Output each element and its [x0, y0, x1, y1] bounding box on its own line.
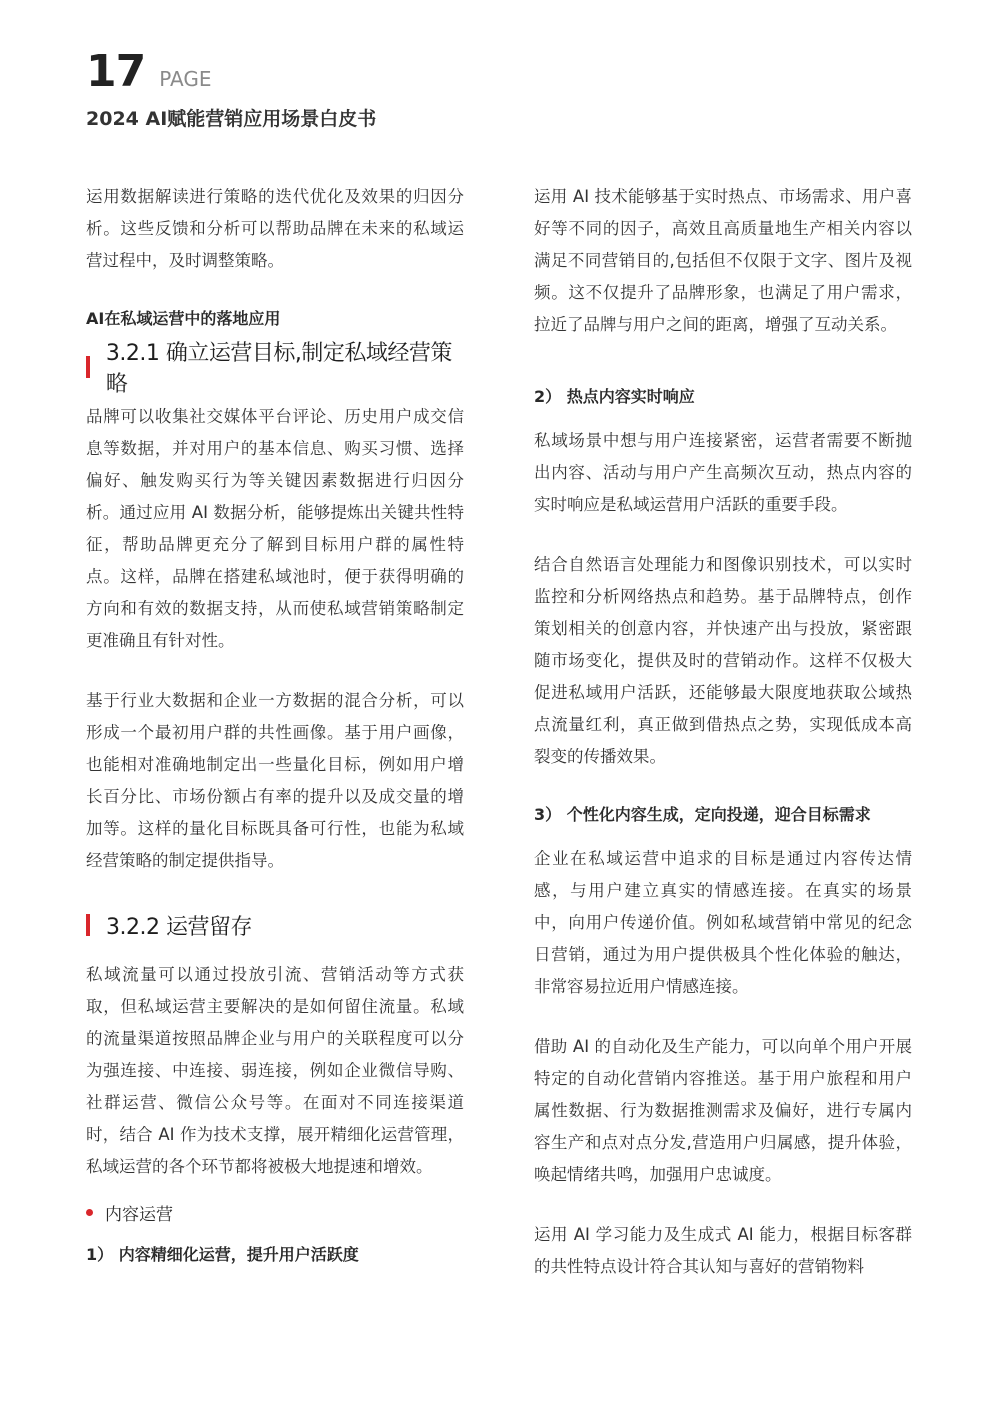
paragraph: 结合自然语言处理能力和图像识别技术，可以实时监控和分析网络热点和趋势。基于品牌特点，创作策划相关的创意内容，并快速产出与投放，紧密跟随市场变化，提供及时的营销动作。这样不仅极大促进私域用户活跃，还能够最大限度地获取公域热点流量红利，真正做到借热点之势，实现低成本高裂变的传播效果。	[534, 555, 912, 766]
section-bar-icon	[86, 356, 90, 378]
left-column	[86, 181, 464, 1269]
numbered-heading: 3） 个性化内容生成，定向投递，迎合目标需求	[534, 805, 871, 824]
paragraph: 私域流量可以通过投放引流、营销活动等方式获取，但私域运营主要解决的是如何留住流量。私域的流量渠道按照品牌企业与用户的关联程度可以分为强连接、中连接、弱连接，例如企业微信导购、社群运营、微信公众号等。在面对不同连接渠道时，结合 AI 作为技术支撑，展开精细化运营管理，私域运营的各个环节都将被极大地提速和增效。	[86, 965, 464, 1176]
paragraph: 运用 AI 技术能够基于实时热点、市场需求、用户喜好等不同的因子，高效且高质量地生产相关内容以满足不同营销目的,包括但不仅限于文字、图片及视频。这不仅提升了品牌形象，也满足了用户需求，拉近了品牌与用户之间的距离，增强了互动关系。	[534, 187, 912, 334]
paragraph: 私域场景中想与用户连接紧密，运营者需要不断抛出内容、活动与用户产生高频次互动，热点内容的实时响应是私域运营用户活跃的重要手段。	[534, 431, 912, 514]
document-title: 2024 AI赋能营销应用场景白皮书	[86, 108, 377, 130]
section-heading-3-2-1	[86, 341, 464, 397]
section-bar-icon	[86, 914, 90, 936]
numbered-heading: 2） 热点内容实时响应	[534, 387, 695, 406]
bullet-item	[86, 1197, 464, 1227]
bullet-dot-icon	[86, 1209, 93, 1216]
page-number: 17	[86, 46, 146, 97]
paragraph: 借助 AI 的自动化及生产能力，可以向单个用户开展特定的自动化营销内容推送。基于用户旅程和用户属性数据、行为数据推测需求及偏好，进行专属内容生产和点对点分发,营造用户归属感，提升体验，唤起情绪共鸣，加强用户忠诚度。	[534, 1037, 912, 1184]
paragraph: 基于行业大数据和企业一方数据的混合分析，可以形成一个最初用户群的共性画像。基于用户画像，也能相对准确地制定出一些量化目标，例如用户增长百分比、市场份额占有率的提升以及成交量的增加等。这样的量化目标既具备可行性，也能为私域经营策略的制定提供指导。	[86, 691, 464, 870]
page-word: PAGE	[159, 67, 212, 91]
page-header	[86, 48, 376, 131]
page-number-line	[86, 46, 376, 97]
paragraph: 运用 AI 学习能力及生成式 AI 能力，根据目标客群的共性特点设计符合其认知与喜好的营销物料	[534, 1225, 912, 1276]
section-heading-3-2-2	[86, 905, 464, 945]
right-column	[534, 181, 912, 1283]
numbered-heading: 1） 内容精细化运营，提升用户活跃度	[86, 1245, 359, 1264]
paragraph: 品牌可以收集社交媒体平台评论、历史用户成交信息等数据，并对用户的基本信息、购买习惯、选择偏好、触发购买行为等关键因素数据进行归因分析。通过应用 AI 数据分析，能够提炼出关键共性特征，帮助品牌更充分了解到目标用户群的属性特点。这样，品牌在搭建私域池时，便于获得明确的方向和有效的数据支持，从而使私域营销策略制定更准确且有针对性。	[86, 407, 464, 650]
paragraph: 企业在私域运营中追求的目标是通过内容传达情感，与用户建立真实的情感连接。在真实的场景中，向用户传递价值。例如私域营销中常见的纪念日营销，通过为用户提供极具个性化体验的触达，非常容易拉近用户情感连接。	[534, 849, 912, 996]
section-title: 3.2.1 确立运营目标,制定私域经营策略	[105, 341, 452, 397]
subtitle-ai-private-domain: AI在私域运营中的落地应用	[86, 309, 281, 328]
bullet-text: 内容运营	[105, 1204, 173, 1225]
intro-paragraph: 运用数据解读进行策略的迭代优化及效果的归因分析。这些反馈和分析可以帮助品牌在未来的私域运营过程中，及时调整策略。	[86, 187, 464, 270]
section-title: 3.2.2 运营留存	[106, 914, 252, 940]
